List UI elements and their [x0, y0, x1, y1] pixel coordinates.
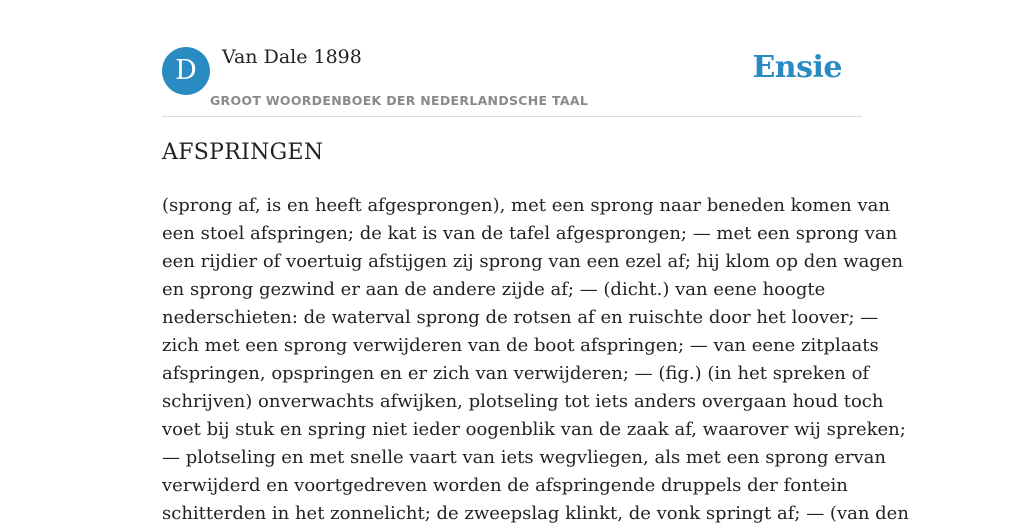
- site-header: [162, 0, 862, 117]
- definition-line: en sprong gezwind er aan de andere zijde af; — (dicht.) van eene hoogte: [162, 279, 826, 300]
- definition-line: afspringen, opspringen en er zich van verwijderen; — (fig.) (in het spreken of: [162, 363, 870, 384]
- definition-line: zich met een sprong verwijderen van de boot afspringen; — van eene zitplaats: [162, 335, 879, 356]
- definition-line: (sprong af, is en heeft afgesprongen), met een sprong naar beneden komen van: [162, 195, 890, 216]
- definition-line: — plotseling en met snelle vaart van iets wegvliegen, als met een sprong ervan: [162, 447, 886, 468]
- definition-line: nederschieten: de waterval sprong de rotsen af en ruischte door het loover; —: [162, 307, 879, 328]
- definition-line: verwijderd en voortgedreven worden de afspringende druppels der fontein: [162, 475, 848, 496]
- dictionary-logo[interactable]: D: [162, 47, 210, 95]
- definition-line: een stoel afspringen; de kat is van de tafel afgesprongen; — met een sprong van: [162, 223, 898, 244]
- entry-definition: [162, 192, 909, 528]
- definition-line: voet bij stuk en spring niet ieder oogenblik van de zaak af, waarover wij spreken;: [162, 419, 906, 440]
- ensie-brand-logo[interactable]: Ensie: [752, 50, 842, 85]
- definition-line: schrijven) onverwachts afwijken, plotseling tot iets anders overgaan houd toch: [162, 391, 884, 412]
- definition-line: schitterden in het zonnelicht; de zweepslag klinkt, de vonk springt af; — (van den: [162, 503, 909, 524]
- dictionary-subtitle: GROOT WOORDENBOEK DER NEDERLANDSCHE TAAL: [210, 93, 589, 108]
- entry-headword: AFSPRINGEN: [162, 140, 324, 165]
- dictionary-title[interactable]: Van Dale 1898: [222, 46, 362, 68]
- definition-line: een rijdier of voertuig afstijgen zij sprong van een ezel af; hij klom op den wagen: [162, 251, 904, 272]
